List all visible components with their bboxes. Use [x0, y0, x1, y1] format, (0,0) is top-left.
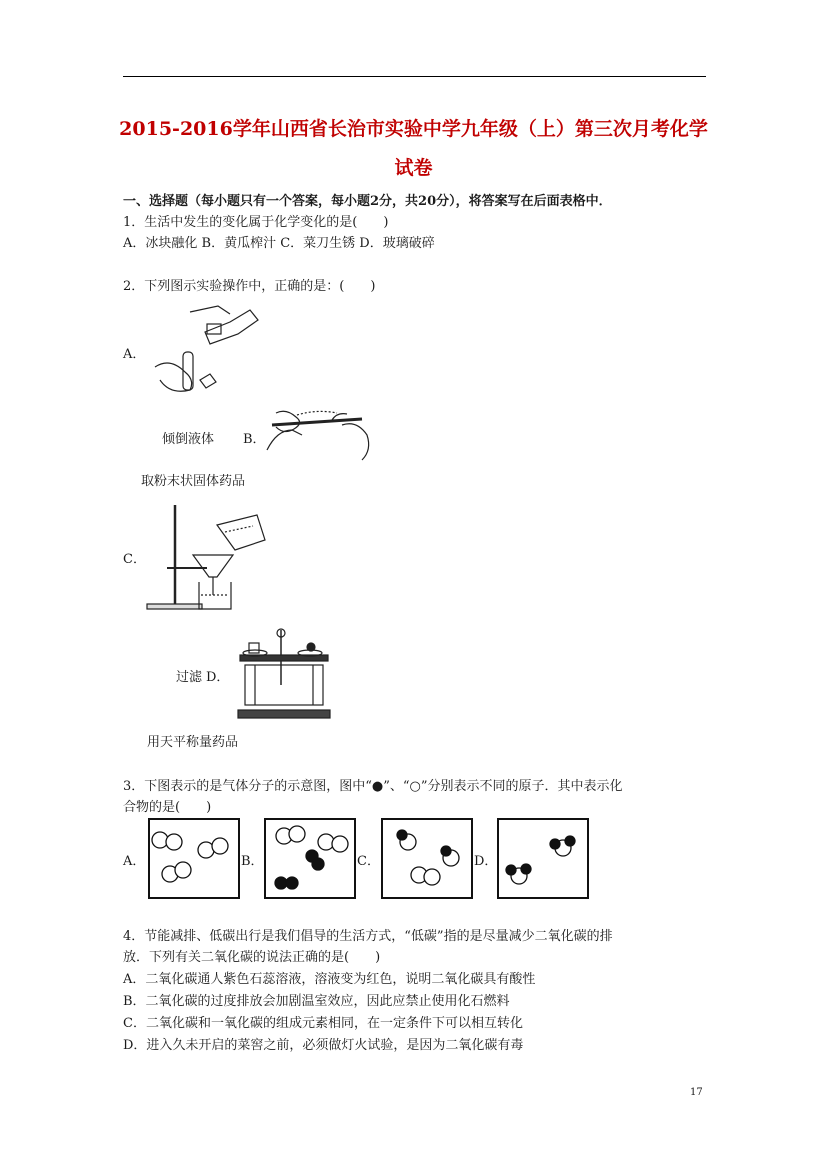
- q4-option-d: D．进入久未开启的菜窖之前，必须做灯火试验，是因为二氧化碳有毒: [123, 1038, 524, 1053]
- q3-stem-line1: 3．下图表示的是气体分子的示意图，图中“●”、“○”分别表示不同的原子．其中表示化: [123, 779, 623, 794]
- molecule-diagram-d: [499, 820, 587, 897]
- q3-molecule-box-d: [497, 818, 589, 899]
- q3-molecule-box-c: [381, 818, 473, 899]
- q2-caption-a: 倾倒液体: [162, 432, 215, 447]
- page-number: 17: [690, 1087, 703, 1098]
- balance-weighing-illustration: [235, 625, 335, 725]
- q2-caption-d: 用天平称量药品: [147, 735, 239, 750]
- q2-stem: 2．下列图示实验操作中，正确的是：( ): [123, 279, 376, 294]
- q1-stem: 1．生活中发生的变化属于化学变化的是( ): [123, 215, 389, 230]
- q3-label-b: B．: [241, 854, 264, 869]
- q2-label-c: C．: [123, 552, 146, 567]
- q3-stem-line2: 合物的是( ): [123, 800, 212, 815]
- q3-label-a: A．: [123, 854, 146, 869]
- q3-label-d: D．: [474, 854, 498, 869]
- molecule-diagram-c: [383, 820, 471, 897]
- pour-liquid-illustration: [145, 302, 255, 397]
- q4-stem-line1: 4．节能减排、低碳出行是我们倡导的生活方式，“低碳”指的是尽量减少二氧化碳的排: [123, 929, 613, 944]
- q2-label-b: B．: [243, 432, 266, 447]
- q2-label-a: A．: [123, 347, 146, 362]
- section-heading: 一、选择题（每小题只有一个答案，每小题2分，共20分），将答案写在后面表格中．: [123, 194, 612, 209]
- q3-label-c: C．: [357, 854, 380, 869]
- molecule-diagram-a: [150, 820, 238, 897]
- q3-molecule-box-b: [264, 818, 356, 899]
- q4-stem-line2: 放．下列有关二氧化碳的说法正确的是( ): [123, 950, 381, 965]
- q2-caption-c: 过滤: [176, 670, 203, 685]
- page-title-line1: 2015-2016学年山西省长治市实验中学九年级（上）第三次月考化学: [119, 118, 708, 140]
- q2-label-d: D．: [206, 670, 230, 685]
- q2-caption-b: 取粉末状固体药品: [141, 474, 246, 489]
- powder-sampling-illustration: [262, 405, 380, 465]
- q4-option-b: B．二氧化碳的过度排放会加剧温室效应，因此应禁止使用化石燃料: [123, 994, 510, 1009]
- page-title-line2: 试卷: [394, 157, 433, 179]
- q1-options: A．冰块融化 B．黄瓜榨汁 C．菜刀生锈 D．玻璃破碎: [123, 236, 435, 251]
- q3-molecule-box-a: [148, 818, 240, 899]
- filtration-illustration: [145, 500, 265, 615]
- molecule-diagram-b: [266, 820, 354, 897]
- q4-option-c: C．二氧化碳和一氧化碳的组成元素相同，在一定条件下可以相互转化: [123, 1016, 523, 1031]
- q4-option-a: A．二氧化碳通人紫色石蕊溶液，溶液变为红色，说明二氧化碳具有酸性: [123, 972, 536, 987]
- header-rule: [123, 76, 706, 77]
